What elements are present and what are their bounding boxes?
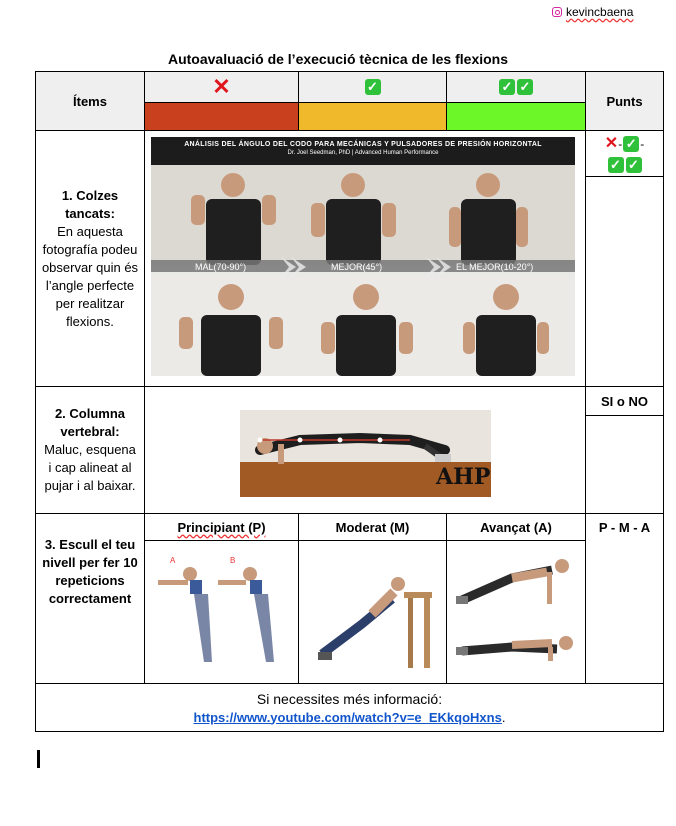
instagram-icon (552, 7, 562, 17)
wall-label-a: A (170, 556, 176, 565)
people-illustration (151, 137, 575, 376)
row1-title: 1. Colzes tancats: (61, 187, 119, 221)
pushup-photo-bottom (452, 625, 580, 665)
plank-photo (240, 410, 491, 497)
cross-icon: ✕ (604, 135, 619, 152)
angle-label-better: MEJOR(45°) (331, 262, 383, 272)
banner-title: ANÁLISIS DEL ÁNGULO DEL CODO PARA MECÁNICAS Y PULSADORES DE PRESIÓN HORIZONTAL (184, 141, 542, 148)
pushup-bottom-illustration (452, 625, 580, 665)
info-row (36, 684, 663, 731)
level-moderate (299, 514, 446, 540)
elbow-angle-photo (151, 137, 575, 376)
row2-points (586, 387, 663, 415)
check-icon: ✓ (365, 79, 381, 95)
youtube-link[interactable]: https://www.youtube.com/watch?v=e_EKkqoHxns (193, 709, 502, 725)
pushup-photo-top (452, 550, 577, 610)
row2-description: Maluc, esquena i cap alineat al pujar i al baixar. (44, 442, 136, 493)
check-icon: ✓ (517, 79, 533, 95)
incline-pushup-photo (312, 554, 437, 670)
instagram-handle (552, 5, 633, 19)
pushup-top-illustration (452, 550, 577, 610)
wall-pushup-photo (150, 552, 290, 670)
check-icon: ✓ (499, 79, 515, 95)
incline-pushup-illustration (312, 554, 437, 670)
level-header-check (299, 72, 446, 102)
items-header (36, 72, 144, 130)
link-period: . (501, 709, 506, 725)
row3-title: 3. Escull el teu nivell per fer 10 repeticions correctament (42, 537, 138, 606)
points-header-label: Punts (606, 93, 643, 109)
banner-subtitle: Dr. Joel Seedman, PhD | Advanced Human Performance (287, 150, 439, 156)
level-moderate-label: Moderat (M) (335, 519, 410, 535)
cross-icon: ✕ (212, 74, 231, 99)
ahp-logo: AHP (436, 464, 491, 490)
row3-points (586, 514, 663, 540)
handle-text: kevincbaena (566, 5, 634, 19)
items-header-label: Ítems (73, 93, 107, 109)
check-icon: ✓ (623, 136, 639, 152)
text-cursor (37, 750, 40, 768)
points-header (586, 72, 663, 130)
wall-label-b: B (230, 556, 236, 565)
level-color-red (145, 103, 298, 130)
level-beginner-label: Principiant (P) (177, 519, 266, 535)
row2-label (36, 387, 144, 513)
page-title: Autoavaluació de l’execució tècnica de les flexions (167, 51, 509, 67)
angle-label-best: EL MEJOR(10-20°) (456, 262, 534, 272)
wall-pushup-illustration (150, 552, 290, 670)
row1-points: ✕ - ✓ - ✓ ✓ (604, 135, 645, 172)
row1-description: En aquesta fotografía podeu observar quin és l’angle perfecte per realitzar flexions. (41, 223, 139, 329)
row2-points-label: SI o NO (601, 393, 648, 409)
level-header-cross (145, 72, 298, 102)
level-beginner (145, 514, 298, 540)
info-text: Si necessites més informació: (256, 690, 443, 707)
row1-label (36, 131, 144, 386)
check-icon: ✓ (608, 157, 624, 173)
row2-title: 2. Columna vertebral: (54, 406, 126, 439)
row3-points-label: P - M - A (598, 519, 651, 535)
angle-label-bad: MAL(70-90°) (195, 262, 247, 272)
level-header-double-check (447, 72, 585, 102)
row3-label (36, 514, 144, 683)
level-color-green (447, 103, 585, 130)
check-icon: ✓ (626, 157, 642, 173)
level-color-yellow (299, 103, 446, 130)
level-advanced-label: Avançat (A) (480, 519, 552, 535)
level-advanced (447, 514, 585, 540)
